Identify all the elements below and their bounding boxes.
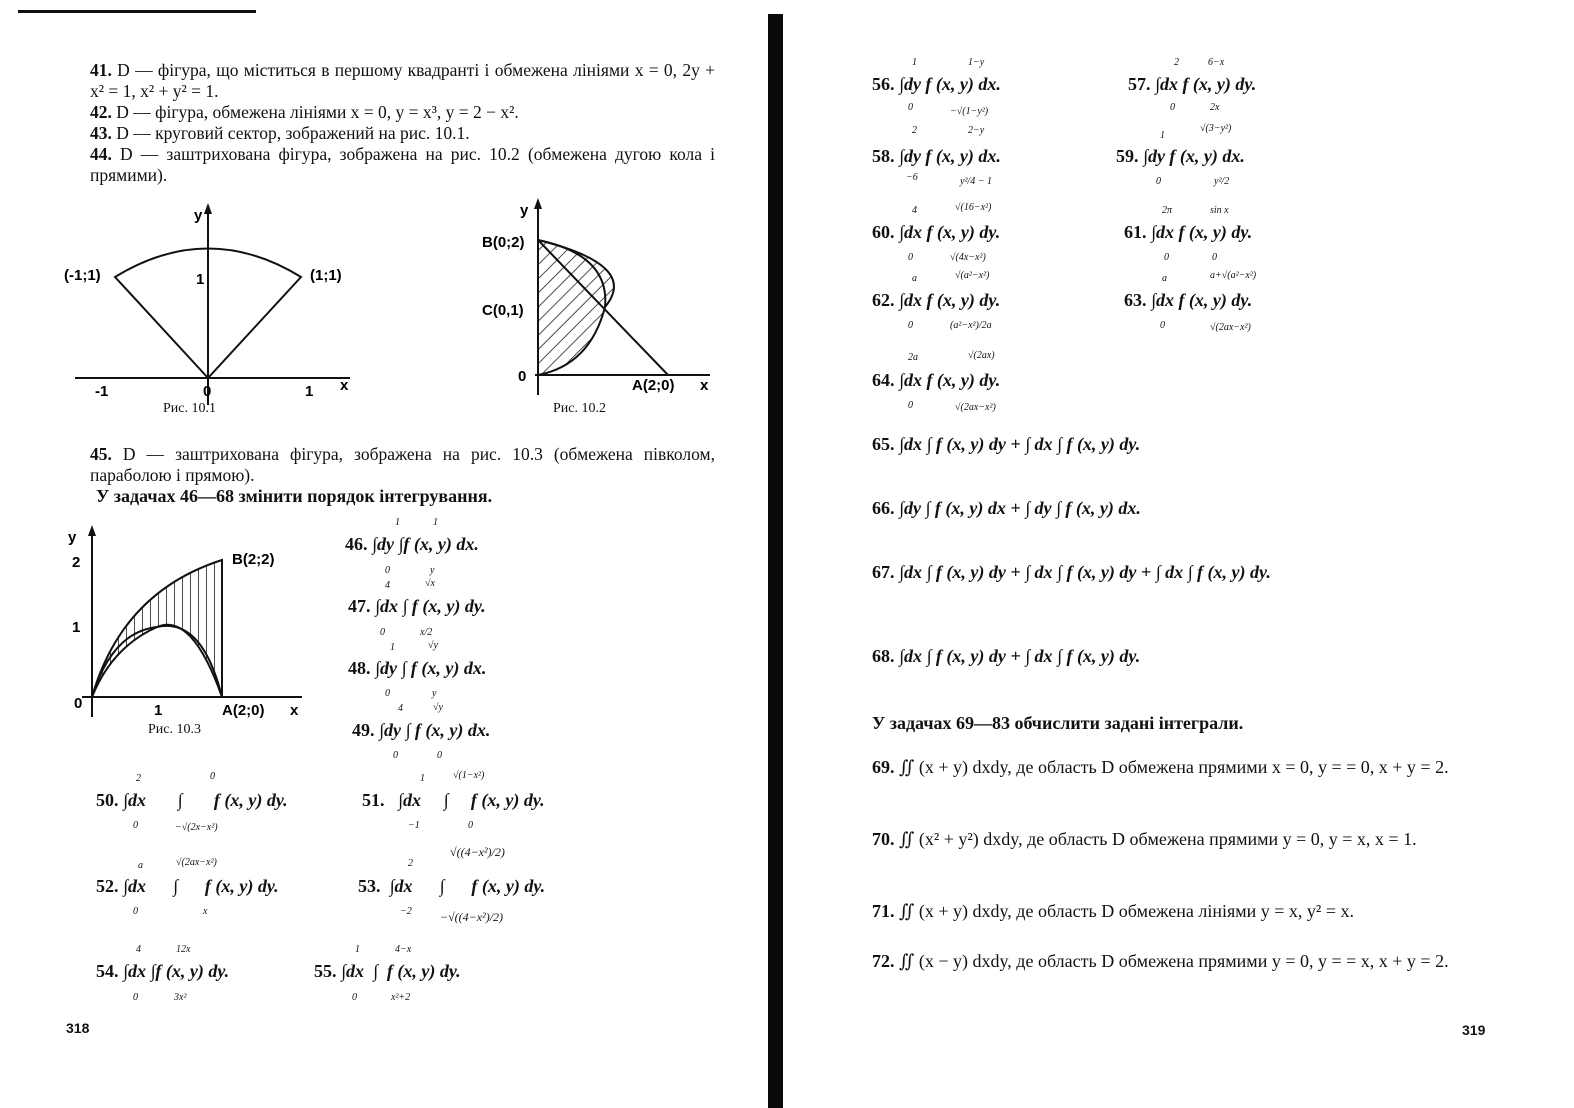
problem-58: 58. ∫dy f (x, y) dx. [872,146,1001,166]
p52-outer-lower: 0 [133,906,138,917]
p50-inner-lower: −√(2x−x²) [175,822,218,833]
problem-50: 50. ∫dx ∫ f (x, y) dy. [96,790,288,810]
fig2-x-label: x [700,377,709,394]
fig1-tick-m1: -1 [95,383,109,400]
problem-59: 59. ∫dy f (x, y) dx. [1116,146,1245,166]
p59-outer-upper: 1 [1160,130,1165,141]
book-spine [768,14,783,1108]
p54-outer-upper: 4 [136,944,141,955]
p46-outer-lower: 0 [385,565,390,576]
page-number-left: 318 [66,1020,90,1036]
p64-outer-upper: 2a [908,352,918,363]
p61-inner-upper: sin x [1210,205,1229,216]
p63-outer-lower: 0 [1160,320,1165,331]
figure-10-3 [62,522,312,722]
fig2-point-c: C(0,1) [482,302,524,319]
p56-inner-upper: 1−y [968,57,985,68]
p62-outer-upper: a [912,273,917,284]
p61-outer-lower: 0 [1164,252,1169,263]
problem-65: 65. ∫dx ∫ f (x, y) dy + ∫ dx ∫ f (x, y) dy. [872,434,1141,454]
p56-inner-lower: −√(1−y²) [950,106,989,117]
p53-inner-upper: √((4−x²)/2) [450,845,505,859]
left-page [0,0,770,1108]
p46-inner-upper: 1 [433,517,438,528]
problem-44: 44. D — заштрихована фігура, зображена на рис. 10.2 (обмежена дугою кола і прямими). [90,144,715,185]
p61-inner-lower: 0 [1212,252,1217,263]
p64-inner-lower: √(2ax−x²) [955,402,996,413]
problem-71: 71. ∬ (x + y) dxdy, де область D обмежена лініями y = x, y² = x. [872,901,1354,921]
fig1-y-label: y [194,207,203,224]
task-heading-69-83: У задачах 69—83 обчислити задані інтеграли. [872,713,1244,733]
p63-inner-lower: √(2ax−x²) [1210,322,1251,333]
p57-inner-upper: 6−x [1208,57,1225,68]
problem-63: 63. ∫dx f (x, y) dy. [1124,290,1253,310]
figure-10-2 [480,195,720,415]
p52-inner-upper: √(2ax−x²) [176,857,217,868]
p53-outer-lower: −2 [400,906,412,917]
p47-outer-upper: 4 [385,580,390,591]
p53-inner-lower: −√((4−x²)/2) [440,910,504,924]
p59-outer-lower: 0 [1156,176,1161,187]
p52-outer-upper: a [138,860,143,871]
p54-outer-lower: 0 [133,992,138,1003]
problem-42: 42. D — фігура, обмежена лініями x = 0, y = x³, y = 2 − x². [90,102,519,122]
p47-inner-upper: √x [425,578,435,589]
p64-outer-lower: 0 [908,400,913,411]
p48-outer-upper: 1 [390,642,395,653]
p55-inner-lower: x²+2 [391,992,411,1003]
p47-inner-lower: x/2 [420,627,433,638]
fig2-y-label: y [520,202,529,219]
p55-outer-lower: 0 [352,992,357,1003]
p58-inner-upper: 2−y [968,125,985,136]
p46-inner-lower: y [430,565,435,576]
page-number-right: 319 [1462,1022,1486,1038]
problem-70: 70. ∬ (x² + y²) dxdy, де область D обмежена прямими y = 0, y = x, x = 1. [872,829,1417,849]
task-heading-46-68: У задачах 46—68 змінити порядок інтегрування. [96,486,493,506]
p62-outer-lower: 0 [908,320,913,331]
figure-10-1 [60,200,360,420]
p51-inner-upper: √(1−x²) [453,770,485,781]
fig2-point-b: B(0;2) [482,234,525,251]
p47-outer-lower: 0 [380,627,385,638]
problem-67: 67. ∫dx ∫ f (x, y) dy + ∫ dx ∫ f (x, y) dy + ∫ dx ∫ f (x, y) dy. [872,562,1271,582]
p55-outer-upper: 1 [355,944,360,955]
problem-57: 57. ∫dx f (x, y) dy. [1128,74,1257,94]
fig3-point-b: B(2;2) [232,551,275,568]
p63-inner-upper: a+√(a²−x²) [1210,270,1257,281]
p49-outer-lower: 0 [393,750,398,761]
p53-outer-upper: 2 [408,858,413,869]
fig3-tick-1: 1 [72,619,81,636]
p46-outer-upper: 1 [395,517,400,528]
problem-48: 48. ∫dy ∫ f (x, y) dx. [348,658,487,678]
problem-68: 68. ∫dx ∫ f (x, y) dy + ∫ dx ∫ f (x, y) dy. [872,646,1141,666]
p59-inner-upper: √(3−y²) [1200,123,1232,134]
p50-outer-upper: 2 [136,773,141,784]
fig1-x-label: x [340,377,349,394]
p49-inner-lower: 0 [437,750,442,761]
p61-outer-upper: 2π [1162,205,1173,216]
fig2-point-a: A(2;0) [632,377,675,394]
p62-inner-lower: (a²−x²)/2a [950,320,992,331]
p57-inner-lower: 2x [1210,102,1220,113]
problem-52: 52. ∫dx ∫ f (x, y) dy. [96,876,279,896]
fig3-x-label: x [290,702,299,719]
p60-inner-upper: √(16−x²) [955,202,992,213]
fig3-zero: 0 [74,695,83,712]
p55-inner-upper: 4−x [395,944,412,955]
problem-60: 60. ∫dx f (x, y) dy. [872,222,1001,242]
p49-inner-upper: √y [433,702,443,713]
p59-inner-lower: y²/2 [1214,176,1230,187]
fig2-zero: 0 [518,368,527,385]
fig3-y-label: y [68,529,77,546]
p58-inner-lower: y²/4 − 1 [960,176,992,187]
problem-47: 47. ∫dx ∫ f (x, y) dy. [348,596,486,616]
p56-outer-upper: 1 [912,57,917,68]
problem-61: 61. ∫dx f (x, y) dy. [1124,222,1253,242]
problem-51: 51. ∫dx ∫ f (x, y) dy. [362,790,545,810]
p48-inner-lower: y [432,688,437,699]
problem-55: 55. ∫dx ∫ f (x, y) dy. [314,961,461,981]
p58-outer-upper: 2 [912,125,917,136]
problem-41: 41. D — фігура, що міститься в першому квадранті і обмежена лініями x = 0, 2y + x² = 1, x² + y² = 1. [90,60,715,101]
p54-inner-upper: 12x [176,944,191,955]
problem-69: 69. ∬ (x + y) dxdy, де область D обмежена прямими x = 0, y = = 0, x + y = 2. [872,757,1449,777]
p54-inner-lower: 3x² [174,992,187,1003]
p62-inner-upper: √(a²−x²) [955,270,990,281]
problem-45: 45. D — заштрихована фігура, зображена на рис. 10.3 (обмежена півколом, параболою і прямою). [90,444,716,485]
p49-outer-upper: 4 [398,703,403,714]
p51-outer-upper: 1 [420,773,425,784]
fig1-caption: Рис. 10.1 [163,401,216,416]
problem-72: 72. ∬ (x − y) dxdy, де область D обмежена прямими y = 0, y = = x, x + y = 2. [872,951,1449,971]
p60-inner-lower: √(4x−x²) [950,252,986,263]
p48-outer-lower: 0 [385,688,390,699]
fig3-caption: Рис. 10.3 [148,722,201,737]
p51-inner-lower: 0 [468,820,473,831]
right-page [790,0,1574,1108]
p63-outer-upper: a [1162,273,1167,284]
problem-54: 54. ∫dx ∫f (x, y) dy. [96,961,230,981]
problem-53: 53. ∫dx ∫ f (x, y) dy. [358,876,546,896]
fig1-tick-1: 1 [305,383,314,400]
fig2-caption: Рис. 10.2 [553,401,606,416]
p50-inner-upper: 0 [210,771,215,782]
problem-49: 49. ∫dy ∫ f (x, y) dx. [352,720,491,740]
problem-64: 64. ∫dx f (x, y) dy. [872,370,1001,390]
fig3-point-a: A(2;0) [222,702,265,719]
p48-inner-upper: √y [428,640,438,651]
p51-outer-lower: −1 [408,820,420,831]
p64-inner-upper: √(2ax) [968,350,995,361]
p57-outer-upper: 2 [1174,57,1179,68]
fig3-tick-2: 2 [72,554,81,571]
p57-outer-lower: 0 [1170,102,1175,113]
problem-66: 66. ∫dy ∫ f (x, y) dx + ∫ dy ∫ f (x, y) dx. [872,498,1141,518]
fig1-zero: 0 [203,383,212,400]
p56-outer-lower: 0 [908,102,913,113]
problem-62: 62. ∫dx f (x, y) dy. [872,290,1001,310]
fig3-x-tick-1: 1 [154,702,163,719]
fig1-point-left: (-1;1) [64,267,101,284]
p60-outer-upper: 4 [912,205,917,216]
p58-outer-lower: −6 [906,172,918,183]
fig1-point-right: (1;1) [310,267,342,284]
fig1-one: 1 [196,271,205,288]
problem-46: 46. ∫dy ∫f (x, y) dx. [345,534,479,554]
problem-56: 56. ∫dy f (x, y) dx. [872,74,1001,94]
p50-outer-lower: 0 [133,820,138,831]
problem-43: 43. D — круговий сектор, зображений на рис. 10.1. [90,123,470,143]
p52-inner-lower: x [203,906,208,917]
p60-outer-lower: 0 [908,252,913,263]
